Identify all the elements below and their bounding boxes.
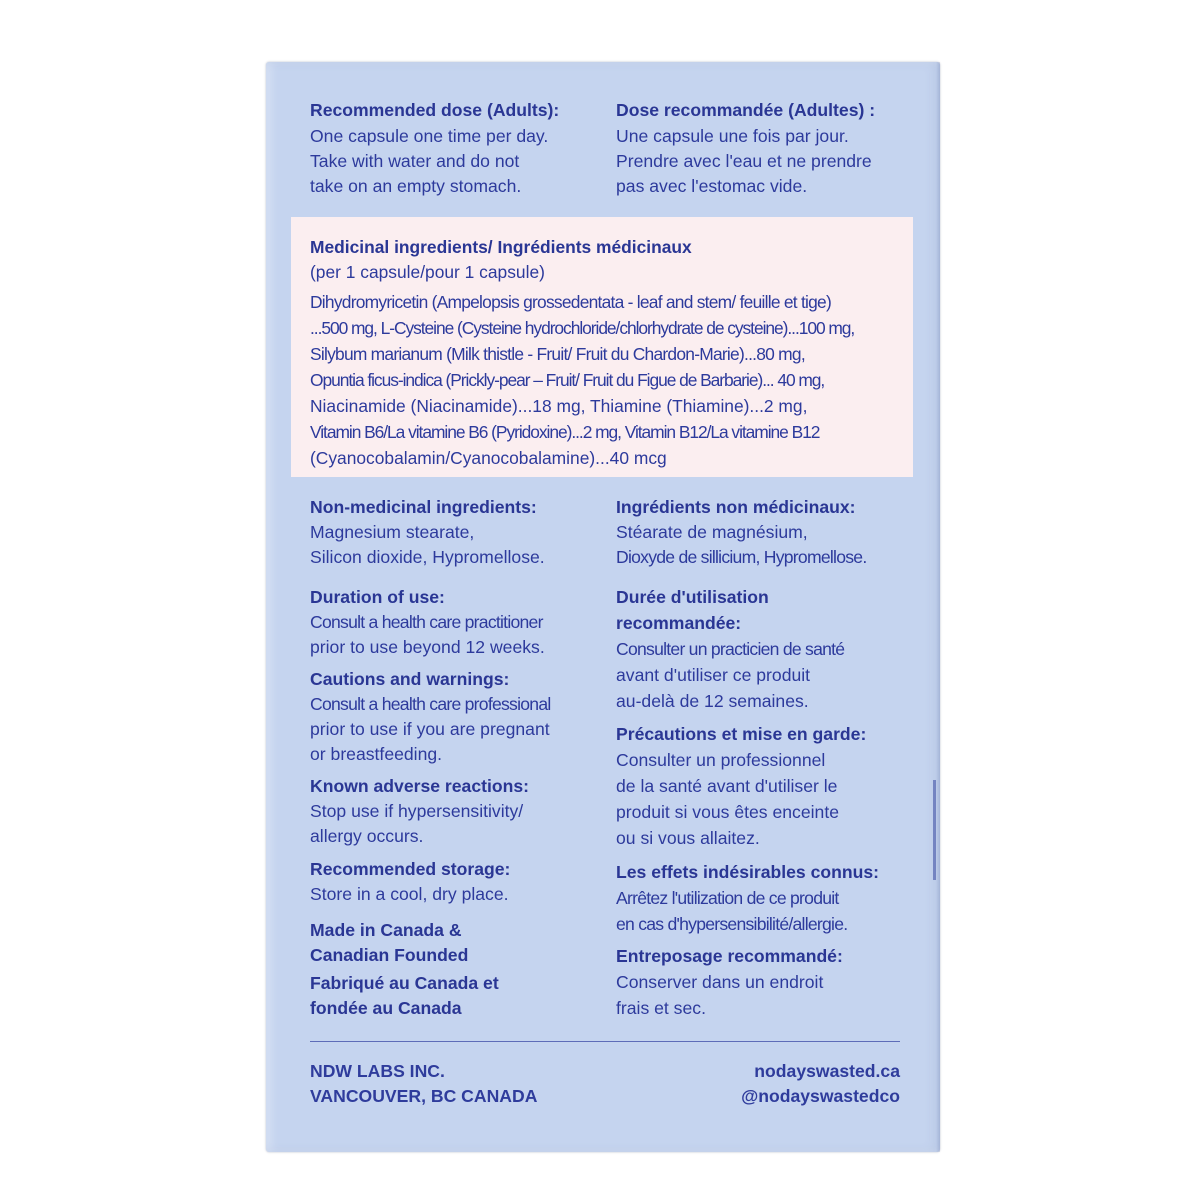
dose-line-fr: Une capsule une fois par jour. bbox=[616, 126, 849, 146]
dose-line-en: Take with water and do not bbox=[310, 151, 520, 171]
dose-line-fr: Prendre avec l'eau et ne prendre bbox=[616, 151, 872, 171]
company-name: NDW LABS INC. bbox=[310, 1061, 445, 1081]
ingredient-line: ...500 mg, L-Cysteine (Cysteine hydrochloride/chlorhydrate de cysteine)...100 mg, bbox=[310, 318, 855, 338]
footer-divider bbox=[310, 1041, 900, 1042]
nonmed-line-en: Magnesium stearate, bbox=[310, 522, 475, 542]
dose-line-fr: pas avec l'estomac vide. bbox=[616, 176, 808, 196]
cautions-line-en: Consult a health care professional bbox=[310, 694, 551, 714]
nonmed-title-en: Non-medicinal ingredients: bbox=[310, 497, 537, 517]
ingredient-line: Silybum marianum (Milk thistle - Fruit/ Fruit du Chardon-Marie)...80 mg, bbox=[310, 344, 805, 364]
adverse-line-en: Stop use if hypersensitivity/ bbox=[310, 801, 524, 821]
storage-line-fr: frais et sec. bbox=[616, 998, 706, 1018]
cautions-title-en: Cautions and warnings: bbox=[310, 669, 510, 689]
ingredient-line: Opuntia ficus-indica (Prickly-pear – Fruit/ Fruit du Figue de Barbarie)... 40 mg, bbox=[310, 370, 825, 390]
cautions-line-fr: ou si vous allaitez. bbox=[616, 828, 760, 848]
cautions-line-fr: de la santé avant d'utiliser le bbox=[616, 776, 838, 796]
made-in-canada-line: fondée au Canada bbox=[310, 998, 462, 1018]
duration-line-fr: Consulter un practicien de santé bbox=[616, 639, 845, 659]
adverse-title-en: Known adverse reactions: bbox=[310, 776, 530, 796]
made-in-canada-line: Canadian Founded bbox=[310, 945, 469, 965]
duration-title-en: Duration of use: bbox=[310, 587, 445, 607]
medicinal-ingredients-panel bbox=[291, 217, 913, 477]
storage-title-en: Recommended storage: bbox=[310, 859, 511, 879]
adverse-line-en: allergy occurs. bbox=[310, 826, 424, 846]
ingredient-line: (Cyanocobalamin/Cyanocobalamine)...40 mcg bbox=[310, 448, 667, 468]
cautions-line-en: or breastfeeding. bbox=[310, 744, 443, 764]
ingredient-line: Niacinamide (Niacinamide)...18 mg, Thiamine (Thiamine)...2 mg, bbox=[310, 396, 808, 416]
adverse-title-fr: Les effets indésirables connus: bbox=[616, 862, 880, 882]
duration-line-en: prior to use beyond 12 weeks. bbox=[310, 637, 545, 657]
nonmed-title-fr: Ingrédients non médicinaux: bbox=[616, 497, 856, 517]
ingredient-line: Dihydromyricetin (Ampelopsis grossedentata - leaf and stem/ feuille et tige) bbox=[310, 292, 832, 312]
product-box-back-panel bbox=[266, 62, 940, 1152]
company-location: VANCOUVER, BC CANADA bbox=[310, 1086, 538, 1106]
storage-line-fr: Conserver dans un endroit bbox=[616, 972, 824, 992]
made-in-canada-line: Made in Canada & bbox=[310, 920, 462, 940]
ingredient-line: Vitamin B6/La vitamine B6 (Pyridoxine)...2 mg, Vitamin B12/La vitamine B12 bbox=[310, 422, 820, 442]
cautions-title-fr: Précautions et mise en garde: bbox=[616, 724, 867, 744]
social-handle: @nodayswastedco bbox=[741, 1086, 900, 1106]
duration-line-fr: au-delà de 12 semaines. bbox=[616, 691, 809, 711]
nonmed-line-fr: Dioxyde de sillicium, Hypromellose. bbox=[616, 547, 867, 567]
duration-title-fr: Durée d'utilisation bbox=[616, 587, 769, 607]
nonmed-line-en: Silicon dioxide, Hypromellose. bbox=[310, 547, 545, 567]
dose-line-en: take on an empty stomach. bbox=[310, 176, 522, 196]
cautions-line-fr: produit si vous êtes enceinte bbox=[616, 802, 839, 822]
duration-title-fr: recommandée: bbox=[616, 613, 742, 633]
nonmed-line-fr: Stéarate de magnésium, bbox=[616, 522, 808, 542]
dose-title-fr: Dose recommandée (Adultes) : bbox=[616, 100, 876, 120]
dose-line-en: One capsule one time per day. bbox=[310, 126, 549, 146]
box-edge-mark bbox=[933, 780, 936, 880]
made-in-canada-line: Fabriqué au Canada et bbox=[310, 973, 499, 993]
dose-title-en: Recommended dose (Adults): bbox=[310, 100, 560, 120]
storage-title-fr: Entreposage recommandé: bbox=[616, 946, 843, 966]
adverse-line-fr: en cas d'hypersensibilité/allergie. bbox=[616, 914, 848, 934]
cautions-line-fr: Consulter un professionnel bbox=[616, 750, 826, 770]
adverse-line-fr: Arrêtez l'utilization de ce produit bbox=[616, 888, 839, 908]
cautions-line-en: prior to use if you are pregnant bbox=[310, 719, 550, 739]
ingredients-subtitle: (per 1 capsule/pour 1 capsule) bbox=[310, 262, 545, 282]
ingredients-title: Medicinal ingredients/ Ingrédients médicinaux bbox=[310, 237, 692, 257]
duration-line-fr: avant d'utiliser ce produit bbox=[616, 665, 811, 685]
box-edge-shading bbox=[936, 62, 940, 1152]
website-link: nodayswasted.ca bbox=[754, 1061, 900, 1081]
duration-line-en: Consult a health care practitioner bbox=[310, 612, 543, 632]
storage-line-en: Store in a cool, dry place. bbox=[310, 884, 509, 904]
